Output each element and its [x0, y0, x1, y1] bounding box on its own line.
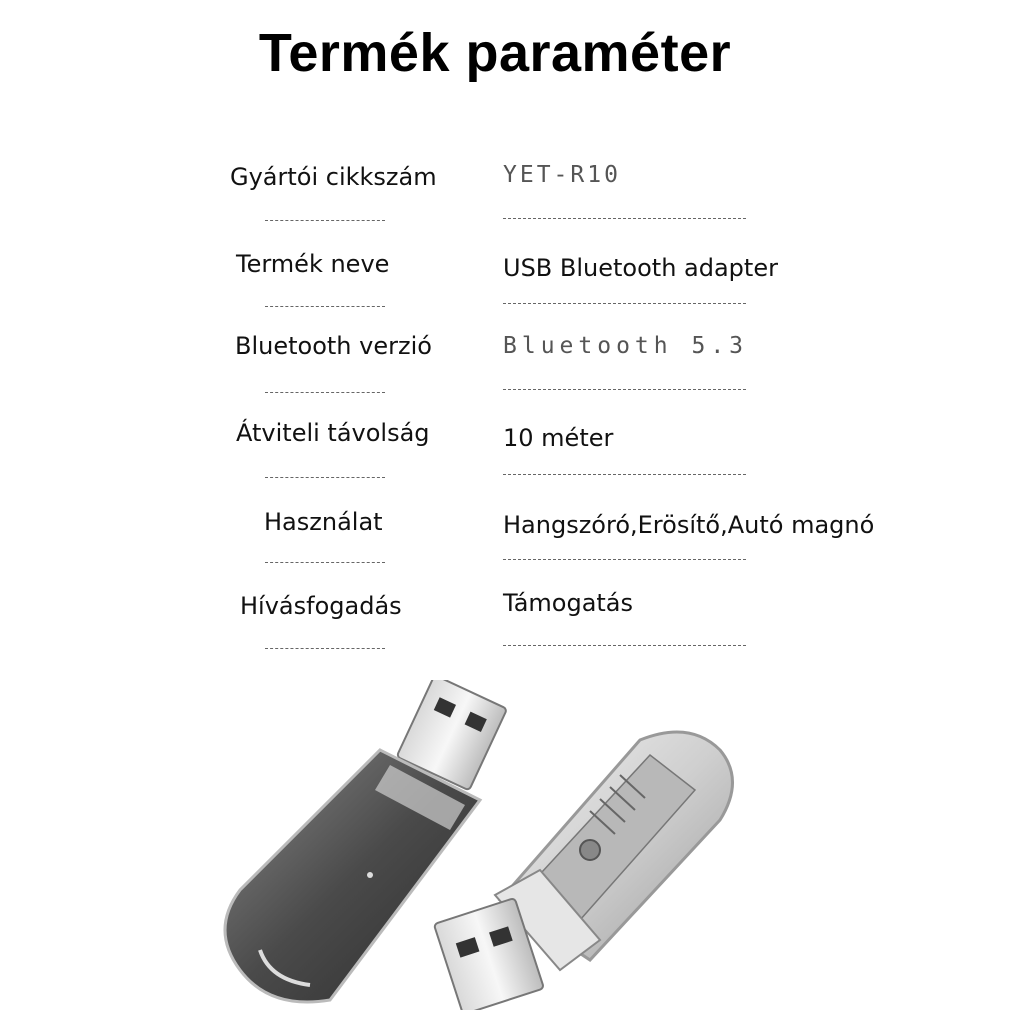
- page-title: Termék paraméter: [258, 23, 732, 83]
- param-label: Átviteli távolság: [236, 419, 430, 447]
- param-value: Bluetooth 5.3: [503, 333, 749, 359]
- param-label: Gyártói cikkszám: [230, 163, 437, 191]
- divider: [503, 474, 746, 475]
- divider: [265, 562, 385, 563]
- product-image: [200, 680, 760, 1010]
- param-label: Termék neve: [236, 250, 390, 278]
- divider: [265, 477, 385, 478]
- divider: [503, 645, 746, 646]
- divider: [265, 392, 385, 393]
- divider: [503, 389, 746, 390]
- param-value: USB Bluetooth adapter: [503, 254, 778, 282]
- dongle-clear: [434, 732, 733, 1010]
- param-value: YET-R10: [503, 162, 621, 188]
- divider: [503, 218, 746, 219]
- param-label: Használat: [264, 508, 383, 536]
- divider: [265, 306, 385, 307]
- divider: [503, 303, 746, 304]
- param-value: Hangszóró,Erösítő,Autó magnó: [503, 511, 875, 539]
- param-label: Hívásfogadás: [240, 592, 402, 620]
- param-value: 10 méter: [503, 424, 614, 452]
- divider: [265, 220, 385, 221]
- divider: [265, 648, 385, 649]
- param-label: Bluetooth verzió: [235, 332, 432, 360]
- divider: [503, 559, 746, 560]
- param-value: Támogatás: [503, 589, 634, 617]
